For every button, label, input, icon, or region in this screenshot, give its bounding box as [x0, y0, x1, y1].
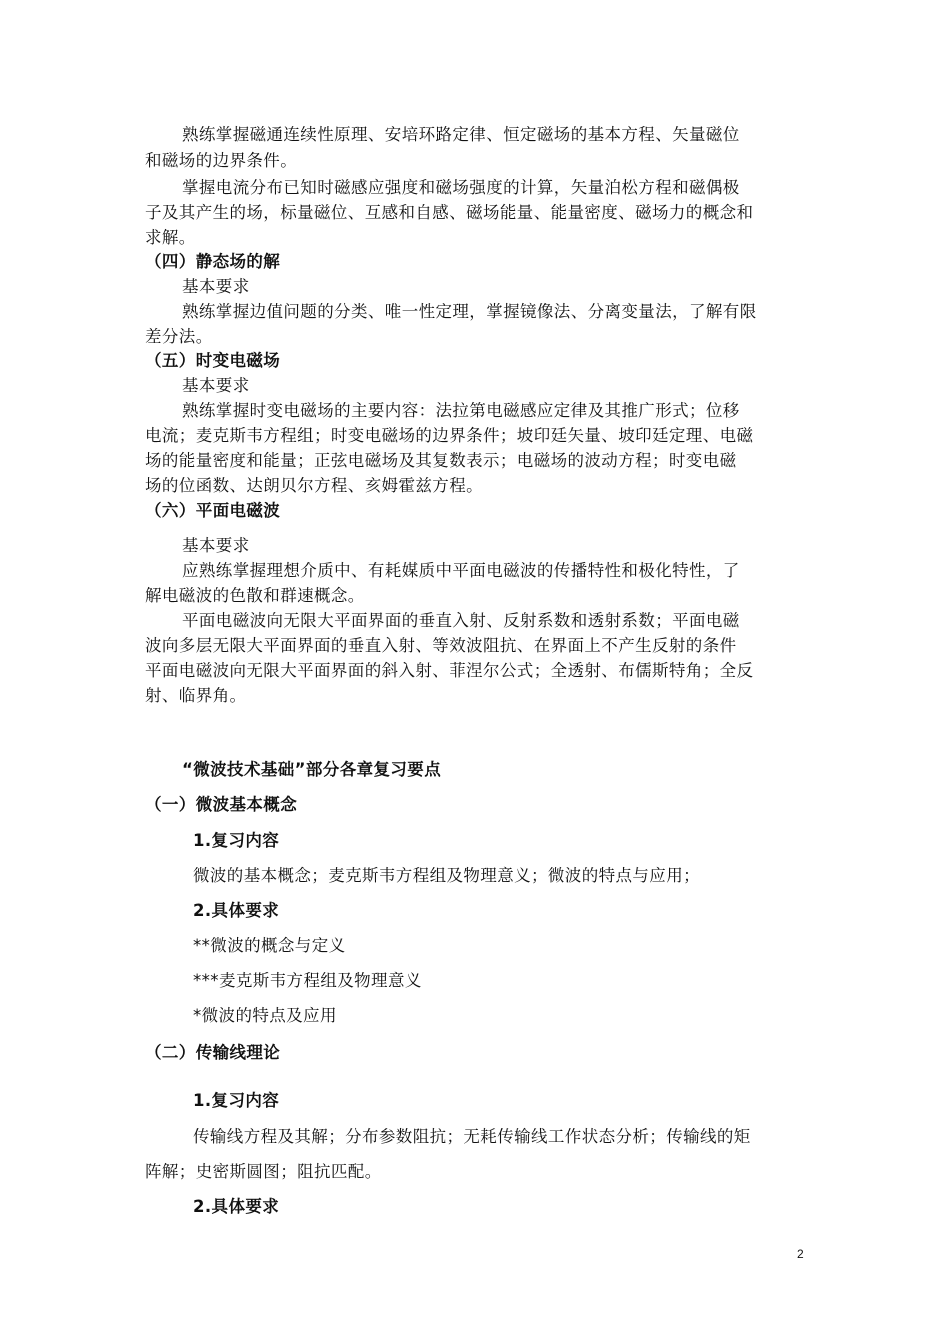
section-heading: （一）微波基本概念	[145, 795, 298, 814]
section-heading: （五）时变电磁场	[145, 351, 281, 370]
paragraph-line: 熟练掌握时变电磁场的主要内容：法拉第电磁感应定律及其推广形式；位移	[182, 401, 740, 420]
part-title: “微波技术基础”部分各章复习要点	[182, 760, 442, 779]
paragraph-line: 波向多层无限大平面界面的垂直入射、等效波阻抗、在界面上不产生反射的条件	[145, 636, 737, 655]
list-item: ***麦克斯韦方程组及物理意义	[193, 971, 422, 990]
page-number: 2	[797, 1247, 804, 1261]
paragraph-line: 射、临界角。	[145, 686, 247, 705]
paragraph-line: 阵解；史密斯圆图；阻抗匹配。	[145, 1162, 382, 1181]
list-item: **微波的概念与定义	[193, 936, 346, 955]
section-heading: （二）传输线理论	[145, 1043, 281, 1062]
subheading: 1.复习内容	[193, 831, 280, 850]
paragraph-line: 掌握电流分布已知时磁感应强度和磁场强度的计算，矢量泊松方程和磁偶极	[182, 178, 740, 197]
subheading: 2.具体要求	[193, 901, 280, 920]
paragraph-line: 子及其产生的场，标量磁位、互感和自感、磁场能量、能量密度、磁场力的概念和	[145, 203, 754, 222]
paragraph-line: 熟练掌握边值问题的分类、唯一性定理，掌握镜像法、分离变量法，了解有限	[182, 302, 757, 321]
subheading: 1.复习内容	[193, 1091, 280, 1110]
subheading: 2.具体要求	[193, 1197, 280, 1216]
subheading: 基本要求	[182, 277, 250, 296]
paragraph-line: 场的位函数、达朗贝尔方程、亥姆霍兹方程。	[145, 476, 483, 495]
list-item: *微波的特点及应用	[193, 1006, 337, 1025]
paragraph-line: 平面电磁波向无限大平面界面的垂直入射、反射系数和透射系数；平面电磁	[182, 611, 740, 630]
section-heading: （四）静态场的解	[145, 252, 281, 271]
paragraph-line: 微波的基本概念；麦克斯韦方程组及物理意义；微波的特点与应用；	[193, 866, 700, 885]
paragraph-line: 传输线方程及其解；分布参数阻抗；无耗传输线工作状态分析；传输线的矩	[193, 1127, 751, 1146]
paragraph-line: 和磁场的边界条件。	[145, 151, 298, 170]
section-heading: （六）平面电磁波	[145, 501, 281, 520]
paragraph-line: 差分法。	[145, 327, 213, 346]
subheading: 基本要求	[182, 536, 250, 555]
paragraph-line: 熟练掌握磁通连续性原理、安培环路定律、恒定磁场的基本方程、矢量磁位	[182, 125, 740, 144]
paragraph-line: 场的能量密度和能量；正弦电磁场及其复数表示；电磁场的波动方程；时变电磁	[145, 451, 737, 470]
paragraph-line: 应熟练掌握理想介质中、有耗媒质中平面电磁波的传播特性和极化特性，了	[182, 561, 740, 580]
subheading: 基本要求	[182, 376, 250, 395]
paragraph-line: 解电磁波的色散和群速概念。	[145, 586, 365, 605]
paragraph-line: 电流；麦克斯韦方程组；时变电磁场的边界条件；坡印廷矢量、坡印廷定理、电磁	[145, 426, 754, 445]
paragraph-line: 求解。	[145, 228, 196, 247]
paragraph-line: 平面电磁波向无限大平面界面的斜入射、菲涅尔公式；全透射、布儒斯特角；全反	[145, 661, 754, 680]
